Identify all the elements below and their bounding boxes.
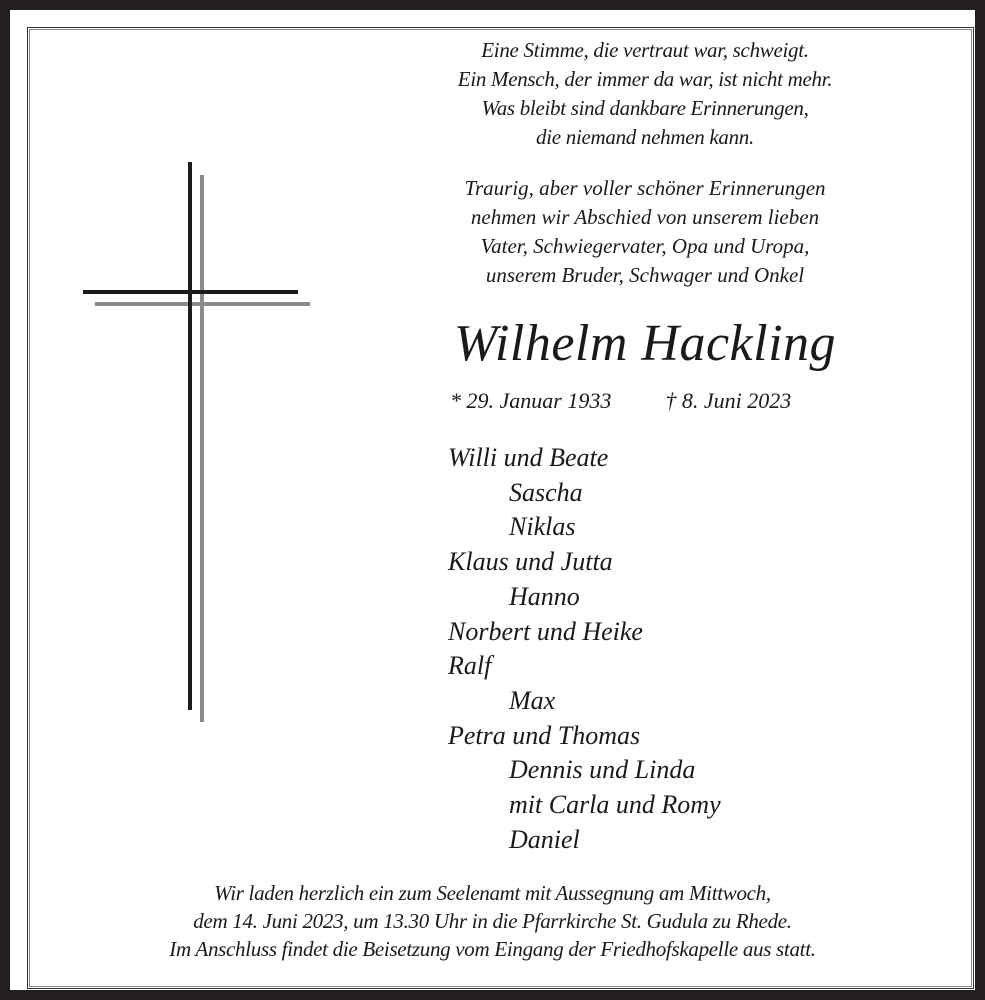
announcement-line: Traurig, aber voller schöner Erinnerungen — [464, 176, 826, 200]
family-list — [448, 441, 721, 857]
birth-date: * 29. Januar 1933 — [450, 388, 612, 413]
cross-gray-vertical — [200, 175, 204, 722]
family-member: Max — [509, 685, 556, 715]
intro-verse — [380, 36, 910, 152]
service-line: Im Anschluss findet die Beisetzung vom Eingang der Friedhofskapelle aus statt. — [169, 937, 816, 961]
family-member: Daniel — [509, 824, 580, 854]
service-line: Wir laden herzlich ein zum Seelenamt mit Aussegnung am Mittwoch, — [214, 881, 771, 905]
announcement-text — [380, 174, 910, 290]
cross-dark-vertical — [188, 162, 192, 710]
service-information — [20, 879, 965, 963]
family-member: Niklas — [509, 512, 576, 542]
life-dates — [450, 387, 791, 415]
verse-line: Was bleibt sind dankbare Erinnerungen, — [481, 96, 809, 120]
family-member: Klaus und Jutta — [448, 547, 613, 577]
deceased-name: Wilhelm Hackling — [453, 315, 837, 372]
family-member: Hanno — [509, 581, 580, 611]
cross-gray-horizontal — [95, 302, 310, 306]
family-member: Norbert und Heike — [448, 616, 643, 646]
announcement-line: Vater, Schwiegervater, Opa und Uropa, — [480, 234, 810, 258]
verse-line: die niemand nehmen kann. — [536, 125, 754, 149]
verse-line: Eine Stimme, die vertraut war, schweigt. — [481, 38, 809, 62]
family-member: Petra und Thomas — [448, 720, 641, 750]
family-member: Willi und Beate — [448, 443, 609, 472]
announcement-line: nehmen wir Abschied von unserem lieben — [470, 205, 820, 229]
death-date: † 8. Juni 2023 — [665, 388, 792, 413]
announcement-line: unserem Bruder, Schwager und Onkel — [485, 263, 805, 287]
family-member: Sascha — [509, 477, 583, 507]
service-line: dem 14. Juni 2023, um 13.30 Uhr in die Pfarrkirche St. Gudula zu Rhede. — [193, 909, 792, 933]
verse-line: Ein Mensch, der immer da war, ist nicht mehr. — [457, 67, 833, 91]
family-member: Ralf — [448, 651, 492, 681]
family-member: mit Carla und Romy — [509, 790, 721, 820]
family-member: Dennis und Linda — [509, 755, 696, 785]
